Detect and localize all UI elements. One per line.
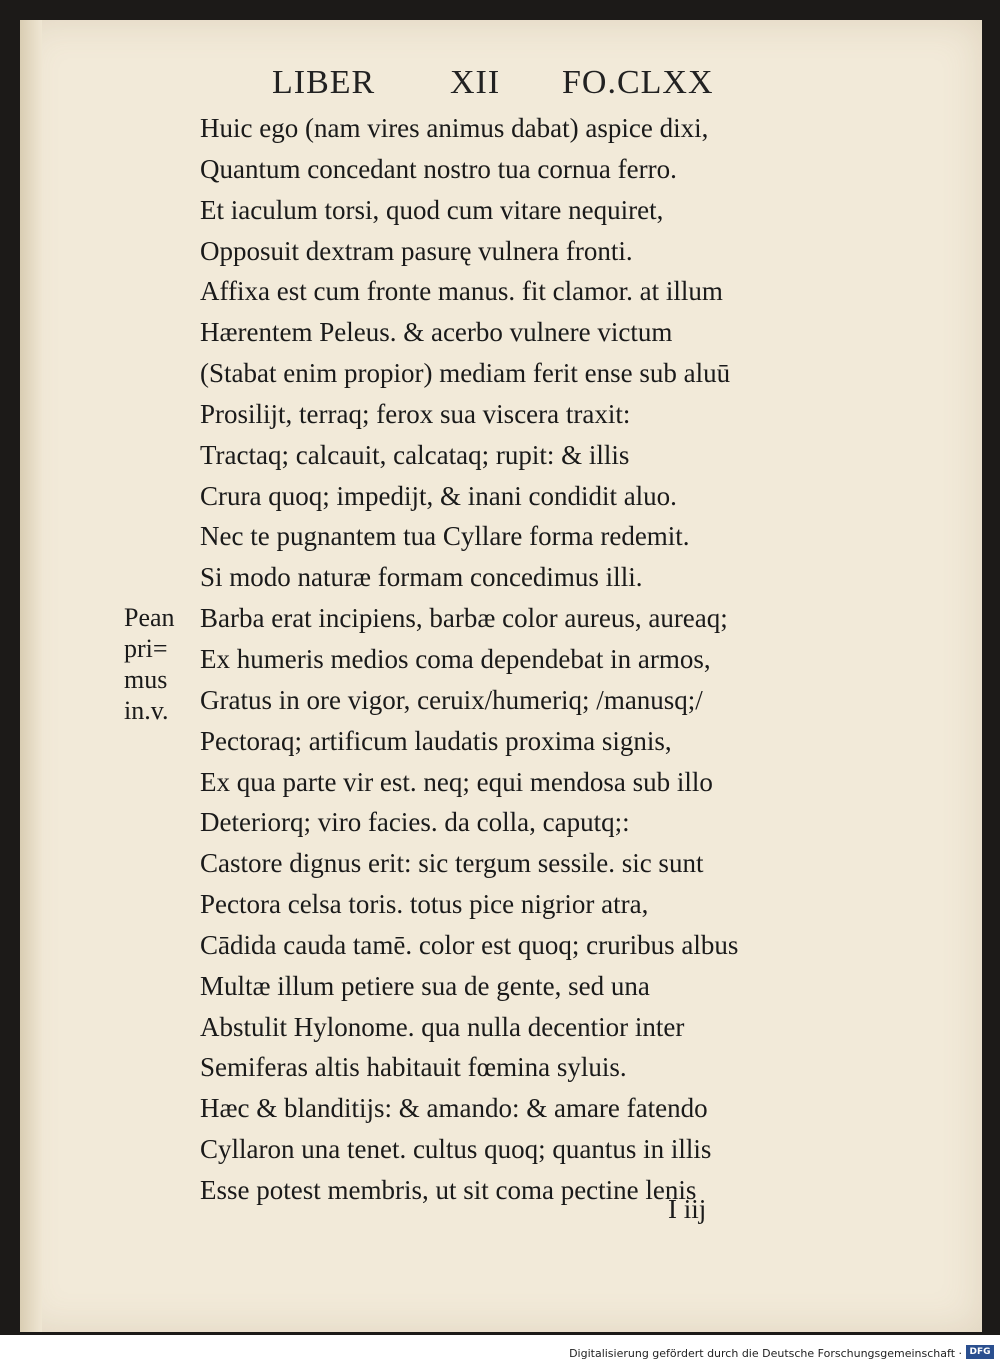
verse-line: Multæ illum petiere sua de gente, sed una [200, 970, 650, 1001]
verse-line: Nec te pugnantem tua Cyllare forma redemit. [200, 521, 690, 552]
marginal-note [124, 602, 204, 726]
verse-line: Opposuit dextram pasurę vulnera fronti. [200, 235, 633, 266]
verse-line: Abstulit Hylonome. qua nulla decentior inter [200, 1011, 685, 1042]
verse-line: Castore dignus erit: sic tergum sessile. sic sunt [200, 848, 704, 879]
verse-line: Tractaq; calcauit, calcataq; rupit: & illis [200, 439, 630, 470]
running-header [272, 64, 772, 104]
book-page [20, 20, 982, 1332]
verse-line: Esse potest membris, ut sit coma pectine lenis [200, 1174, 697, 1205]
header-liber: LIBER [272, 64, 376, 101]
footer-funding-text: Digitalisierung gefördert durch die Deutsche Forschungsgemeinschaft · [569, 1347, 962, 1360]
header-book-number: XII [450, 64, 501, 101]
marginal-note-line: Pean [124, 603, 175, 632]
verse-line: Huic ego (nam vires animus dabat) aspice dixi, [200, 113, 709, 143]
verse-line: Cādida cauda tamē. color est quoq; cruribus albus [200, 929, 739, 960]
verse-text [200, 108, 820, 1211]
marginal-note-line: pri= [124, 634, 168, 663]
verse-line: Quantum concedant nostro tua cornua ferro. [200, 153, 677, 184]
verse-line: Pectoraq; artificum laudatis proxima signis, [200, 725, 672, 756]
verse-line: Gratus in ore vigor, ceruix/humeriq; /manusq;/ [200, 684, 703, 715]
verse-line: Hærentem Peleus. & acerbo vulnere victum [200, 317, 673, 348]
verse-line: Semiferas altis habitauit fœmina syluis. [200, 1052, 627, 1083]
verse-line: Crura quoq; impedijt, & inani condidit aluo. [200, 480, 677, 511]
signature-mark: I iij [668, 1194, 707, 1224]
marginal-note-line: mus [124, 665, 168, 694]
marginal-note-line: in.v. [124, 696, 169, 725]
verse-line: Et iaculum torsi, quod cum vitare nequiret, [200, 194, 664, 225]
verse-line: Cyllaron una tenet. cultus quoq; quantus in illis [200, 1134, 712, 1165]
verse-line: Prosilijt, terraq; ferox sua viscera traxit: [200, 398, 631, 429]
footer-bar [0, 1335, 1000, 1365]
verse-line: Hæc & blanditijs: & amando: & amare fatendo [200, 1093, 708, 1124]
header-folio: FO.CLXX [562, 64, 714, 101]
verse-line: Deteriorq; viro facies. da colla, caputq;: [200, 807, 630, 838]
verse-line: (Stabat enim propior) mediam ferit ense sub aluū [200, 358, 731, 389]
verse-line: Barba erat incipiens, barbæ color aureus, aureaq; [200, 603, 728, 634]
verse-line: Affixa est cum fronte manus. fit clamor. at illum [200, 276, 723, 307]
page-gutter [20, 20, 42, 1332]
verse-line: Ex qua parte vir est. neq; equi mendosa sub illo [200, 766, 713, 797]
verse-line: Si modo naturæ formam concedimus illi. [200, 562, 643, 593]
verse-line: Pectora celsa toris. totus pice nigrior atra, [200, 889, 649, 920]
dfg-logo: DFG [966, 1345, 994, 1359]
verse-line: Ex humeris medios coma dependebat in armos, [200, 643, 711, 674]
